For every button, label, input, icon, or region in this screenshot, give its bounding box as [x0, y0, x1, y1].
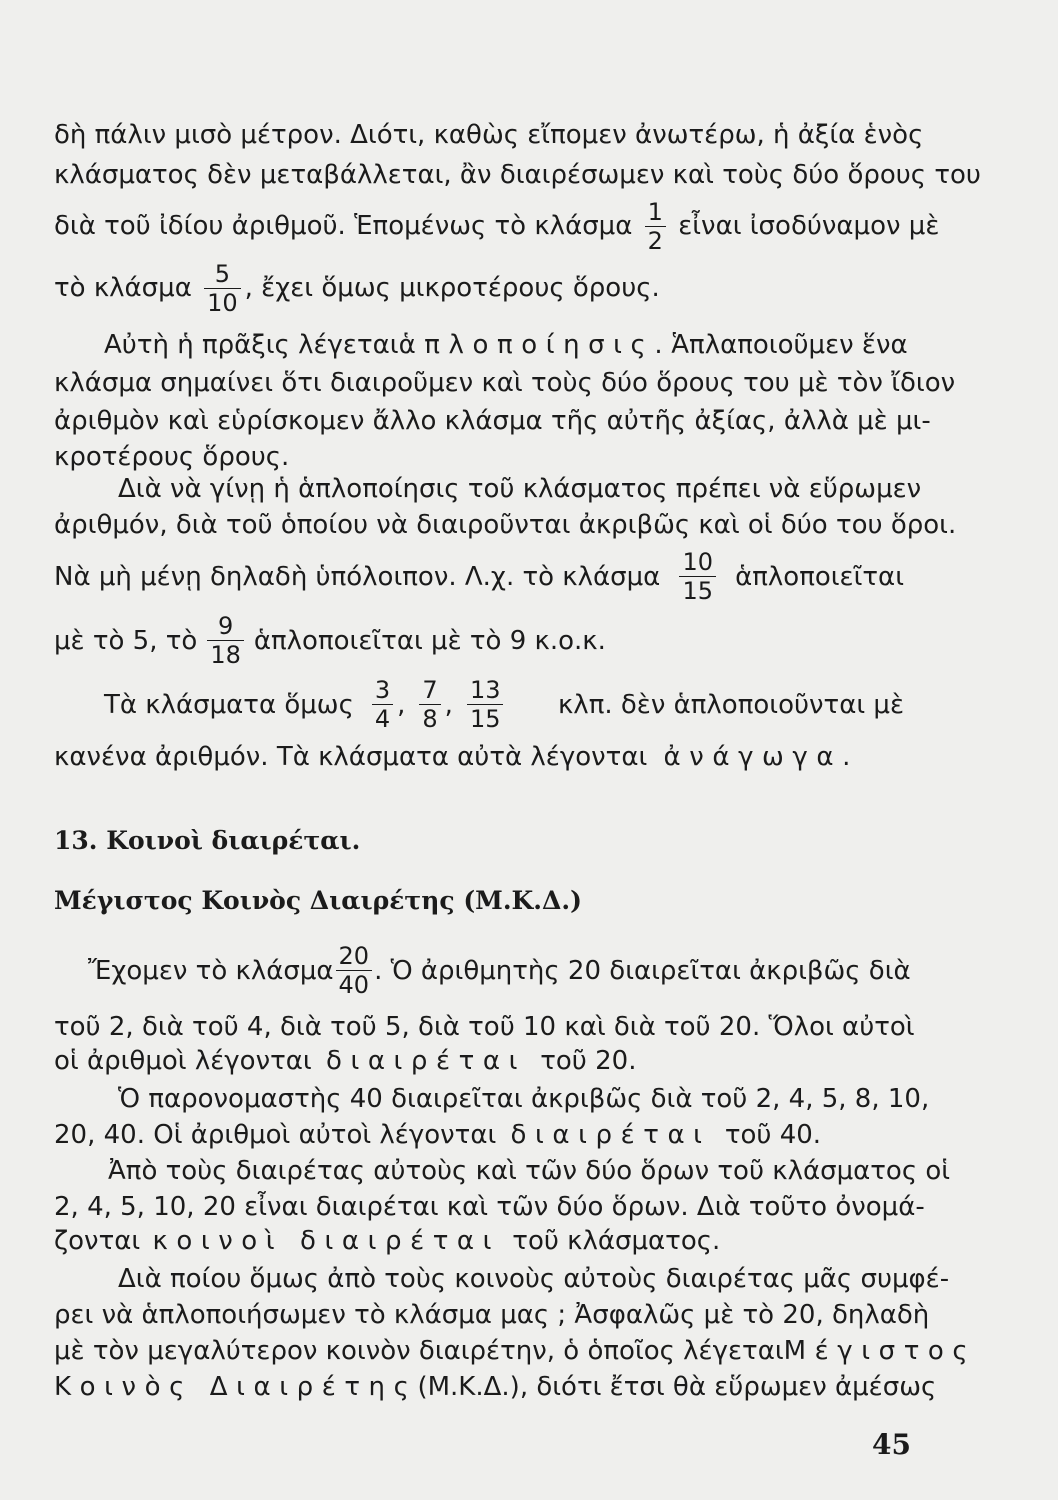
fraction-denominator: 8 — [422, 705, 438, 733]
fraction-13-15 — [467, 676, 504, 733]
page-number: 45 — [872, 1428, 911, 1461]
text-span: ἁπλοποιεῖται — [735, 561, 904, 592]
text-line — [54, 1372, 937, 1402]
spaced-term: Κοινὸς Διαιρέτης — [54, 1372, 418, 1402]
text-span: (Μ.Κ.Δ.), διότι ἔτσι θὰ εὕρωμεν ἀμέσως — [417, 1372, 937, 1402]
text-line-with-fraction — [104, 676, 904, 733]
fraction-denominator: 15 — [469, 705, 501, 733]
spaced-term: διαιρέται — [325, 1046, 526, 1076]
text-span: Αὐτὴ ἡ πρᾶξις λέγεται — [104, 330, 399, 360]
text-span: διὰ τοῦ ἰδίου ἀριθμοῦ. Ἑπομένως τὸ κλάσμα — [54, 211, 633, 241]
fraction-9-18 — [207, 612, 244, 669]
text-span: μὲ τὸν μεγαλύτερον κοινὸν διαιρέτην, ὁ ὁποῖος λέγεται — [54, 1336, 784, 1366]
text-span: κανένα ἀριθμόν. Τὰ κλάσματα αὐτὰ λέγονται — [54, 742, 648, 772]
text-span: τοῦ 20. — [540, 1046, 637, 1076]
fraction-numerator: 20 — [336, 942, 373, 971]
text-line: τοῦ 2, διὰ τοῦ 4, διὰ τοῦ 5, διὰ τοῦ 10 καὶ διὰ τοῦ 20. Ὅλοι αὐτοὶ — [54, 1012, 915, 1042]
text-span: κλπ. δὲν ἁπλοποιοῦνται μὲ — [557, 689, 904, 720]
section-number: 13. — [54, 826, 98, 855]
text-line: ρει νὰ ἁπλοποιήσωμεν τὸ κλάσμα μας ; Ἀσφαλῶς μὲ τὸ 20, δηλαδὴ — [54, 1300, 930, 1330]
subsection-heading: Μέγιστος Κοινὸς Διαιρέτης (Μ.Κ.Δ.) — [54, 886, 582, 915]
text-span: ζονται — [54, 1226, 141, 1256]
text-span: μὲ τὸ 5, τὸ — [54, 625, 198, 656]
fraction-denominator: 2 — [647, 227, 663, 255]
fraction-denominator: 18 — [210, 641, 241, 669]
text-span: , ἔχει ὅμως μικροτέρους ὅρους. — [244, 273, 660, 303]
spaced-term: Μέγιστος — [783, 1336, 977, 1366]
text-line-with-fraction — [88, 942, 911, 999]
comma: , — [397, 689, 406, 720]
spaced-term: ἁπλοποίησις. — [398, 330, 672, 360]
text-line — [54, 1226, 904, 1256]
text-span: ἁπλοποιεῖται μὲ τὸ 9 κ.ο.κ. — [253, 625, 606, 656]
text-span: 20, 40. Οἱ ἀριθμοὶ αὐτοὶ λέγονται — [54, 1120, 497, 1150]
text-span: Ἁπλαποιοῦμεν ἕνα — [671, 330, 908, 360]
text-line: ἀριθμὸν καὶ εὑρίσκομεν ἄλλο κλάσμα τῆς αὐτῆς ἀξίας, ἀλλὰ μὲ μι- — [54, 406, 931, 436]
section-title: Κοινοὶ διαιρέται. — [106, 826, 361, 855]
fraction-denominator: 15 — [682, 577, 713, 605]
text-span: Νὰ μὴ μένῃ δηλαδὴ ὑπόλοιπον. Λ.χ. τὸ κλάσμα — [54, 561, 661, 592]
text-line: κροτέρους ὅρους. — [54, 442, 290, 472]
fraction-denominator: 10 — [207, 289, 238, 317]
fraction-7-8 — [419, 676, 440, 733]
text-span: Τὰ κλάσματα ὅμως — [104, 689, 354, 720]
fraction-numerator: 1 — [645, 198, 666, 227]
text-line: Ἀπὸ τοὺς διαιρέτας αὐτοὺς καὶ τῶν δύο ὅρων τοῦ κλάσματος οἱ — [108, 1156, 951, 1186]
text-span: οἱ ἀριθμοὶ λέγονται — [54, 1046, 312, 1076]
text-line — [54, 1120, 904, 1150]
fraction-denominator: 4 — [374, 705, 391, 733]
fraction-3-4 — [372, 676, 393, 733]
fraction-1-2 — [645, 198, 666, 255]
text-line: 2, 4, 5, 10, 20 εἶναι διαιρέται καὶ τῶν δύο ὅρων. Διὰ τοῦτο ὀνομά- — [54, 1192, 925, 1222]
fraction-numerator: 9 — [207, 612, 244, 641]
fraction-numerator: 3 — [372, 676, 393, 705]
text-span: εἶναι ἰσοδύναμον μὲ — [678, 211, 940, 241]
text-line-with-fraction — [54, 260, 904, 317]
fraction-20-40 — [336, 942, 373, 999]
text-line: ἀριθμόν, διὰ τοῦ ὁποίου νὰ διαιροῦνται ἀκριβῶς καὶ οἱ δύο του ὅροι. — [54, 510, 957, 540]
fraction-denominator: 40 — [338, 971, 370, 999]
comma: , — [444, 689, 453, 720]
text-span: τοῦ 40. — [724, 1120, 822, 1150]
text-span: τὸ κλάσμα — [54, 273, 192, 303]
fraction-numerator: 10 — [679, 548, 716, 577]
text-line: Διὰ ποίου ὅμως ἀπὸ τοὺς κοινοὺς αὐτοὺς διαιρέτας μᾶς συμφέ- — [118, 1264, 950, 1294]
text-line — [104, 330, 908, 360]
fraction-numerator: 7 — [419, 676, 440, 705]
spaced-term: ἀνάγωγα. — [663, 742, 859, 772]
section-heading — [54, 826, 360, 855]
fraction-10-15 — [679, 548, 716, 605]
text-line: δὴ πάλιν μισὸ μέτρον. Διότι, καθὼς εἴπομεν ἀνωτέρω, ἡ ἀξία ἑνὸς — [54, 120, 924, 150]
text-line-with-fraction — [54, 548, 904, 605]
text-line-with-fraction — [54, 612, 904, 669]
text-line — [54, 1046, 904, 1076]
text-line — [54, 1336, 977, 1366]
text-line: κλάσμα σημαίνει ὅτι διαιροῦμεν καὶ τοὺς δύο ὅρους του μὲ τὸν ἴδιον — [54, 368, 956, 398]
fraction-numerator: 5 — [204, 260, 241, 289]
text-line: Διὰ νὰ γίνῃ ἡ ἁπλοποίησις τοῦ κλάσματος πρέπει νὰ εὕρωμεν — [118, 474, 922, 504]
text-span: . Ὁ ἀριθμητὴς 20 διαιρεῖται ἀκριβῶς διὰ — [374, 955, 911, 986]
spaced-term: διαιρέται — [510, 1120, 711, 1150]
fraction-5-10 — [204, 260, 241, 317]
text-line: κλάσματος δὲν μεταβάλλεται, ἂν διαιρέσωμεν καὶ τοὺς δύο ὅρους του — [54, 160, 981, 190]
text-line: Ὁ παρονομαστὴς 40 διαιρεῖται ἀκριβῶς διὰ τοῦ 2, 4, 5, 8, 10, — [118, 1084, 930, 1114]
text-span: τοῦ κλάσματος. — [512, 1226, 721, 1256]
spaced-term: κοινοὶ διαιρέται — [152, 1226, 501, 1256]
text-span: Ἔχομεν τὸ κλάσμα — [88, 955, 334, 986]
text-line — [54, 742, 904, 772]
text-line-with-fraction — [54, 198, 940, 255]
fraction-numerator: 13 — [467, 676, 504, 705]
